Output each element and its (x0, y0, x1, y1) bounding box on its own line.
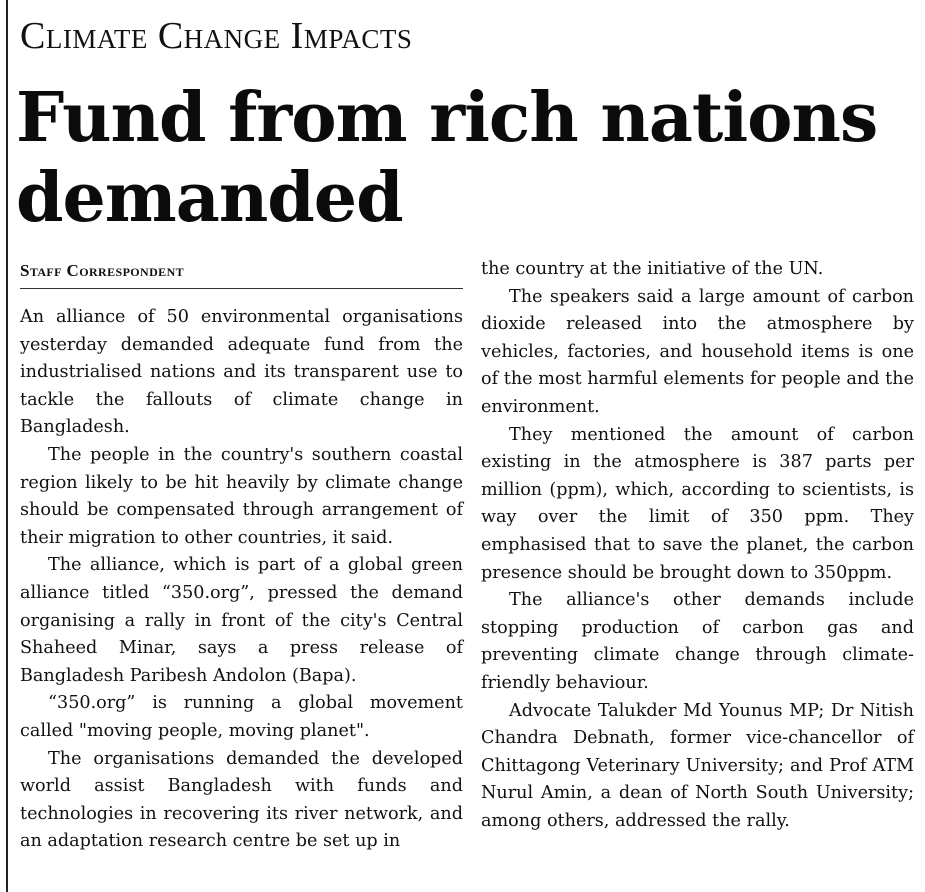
paragraph: An alliance of 50 environmental organisations yesterday demanded adequate fund from the industrialised nations and its transparent use to tackle the fallouts of climate change in Bangladesh. (20, 307, 463, 438)
paragraph: The organisations demanded the developed world assist Bangladesh with funds and technologies in recovering its river network, and an adaptation research centre be set up in (20, 748, 463, 852)
paragraph: The alliance's other demands include stopping production of carbon gas and preventing climate change through climate-friendly behaviour. (481, 590, 914, 693)
paragraph: The speakers said a large amount of carbon dioxide released into the atmosphere by vehicles, factories, and household items is one of the most harmful elements for people and the environment. (481, 286, 914, 417)
paragraph: They mentioned the amount of carbon existing in the atmosphere is 387 parts per million (ppm), which, according to scientists, is way over the limit of 350 ppm. They emphasised that to save the planet, the carbon presence should be brought down to 350ppm. (481, 424, 914, 583)
section-kicker: Climate Change Impacts (20, 15, 413, 57)
paragraph: The people in the country's southern coastal region likely to be hit heavily by climate change should be compensated through arrangement of their migration to other countries, it said. (20, 444, 463, 548)
paragraph: The alliance, which is part of a global green alliance titled “350.org”, pressed the demand organising a rally in front of the city's Central Shaheed Minar, says a press release of Bangladesh Paribesh Andolon (Bapa). (20, 555, 463, 686)
paragraph: “350.org” is running a global movement called "moving people, moving planet". (20, 693, 463, 741)
article-column-right (481, 256, 914, 835)
paragraph: Advocate Talukder Md Younus MP; Dr Nitish Chandra Debnath, former vice-chancellor of Chittagong Veterinary University; and Prof ATM Nurul Amin, a dean of North South University; among others, addressed the rally. (481, 700, 914, 831)
byline-divider (20, 288, 463, 289)
headline: Fund from rich nations demanded (16, 78, 878, 238)
paragraph: the country at the initiative of the UN. (481, 259, 824, 279)
column-rule (6, 0, 8, 892)
article-column-left (20, 304, 463, 856)
byline: Staff Correspondent (20, 261, 185, 280)
